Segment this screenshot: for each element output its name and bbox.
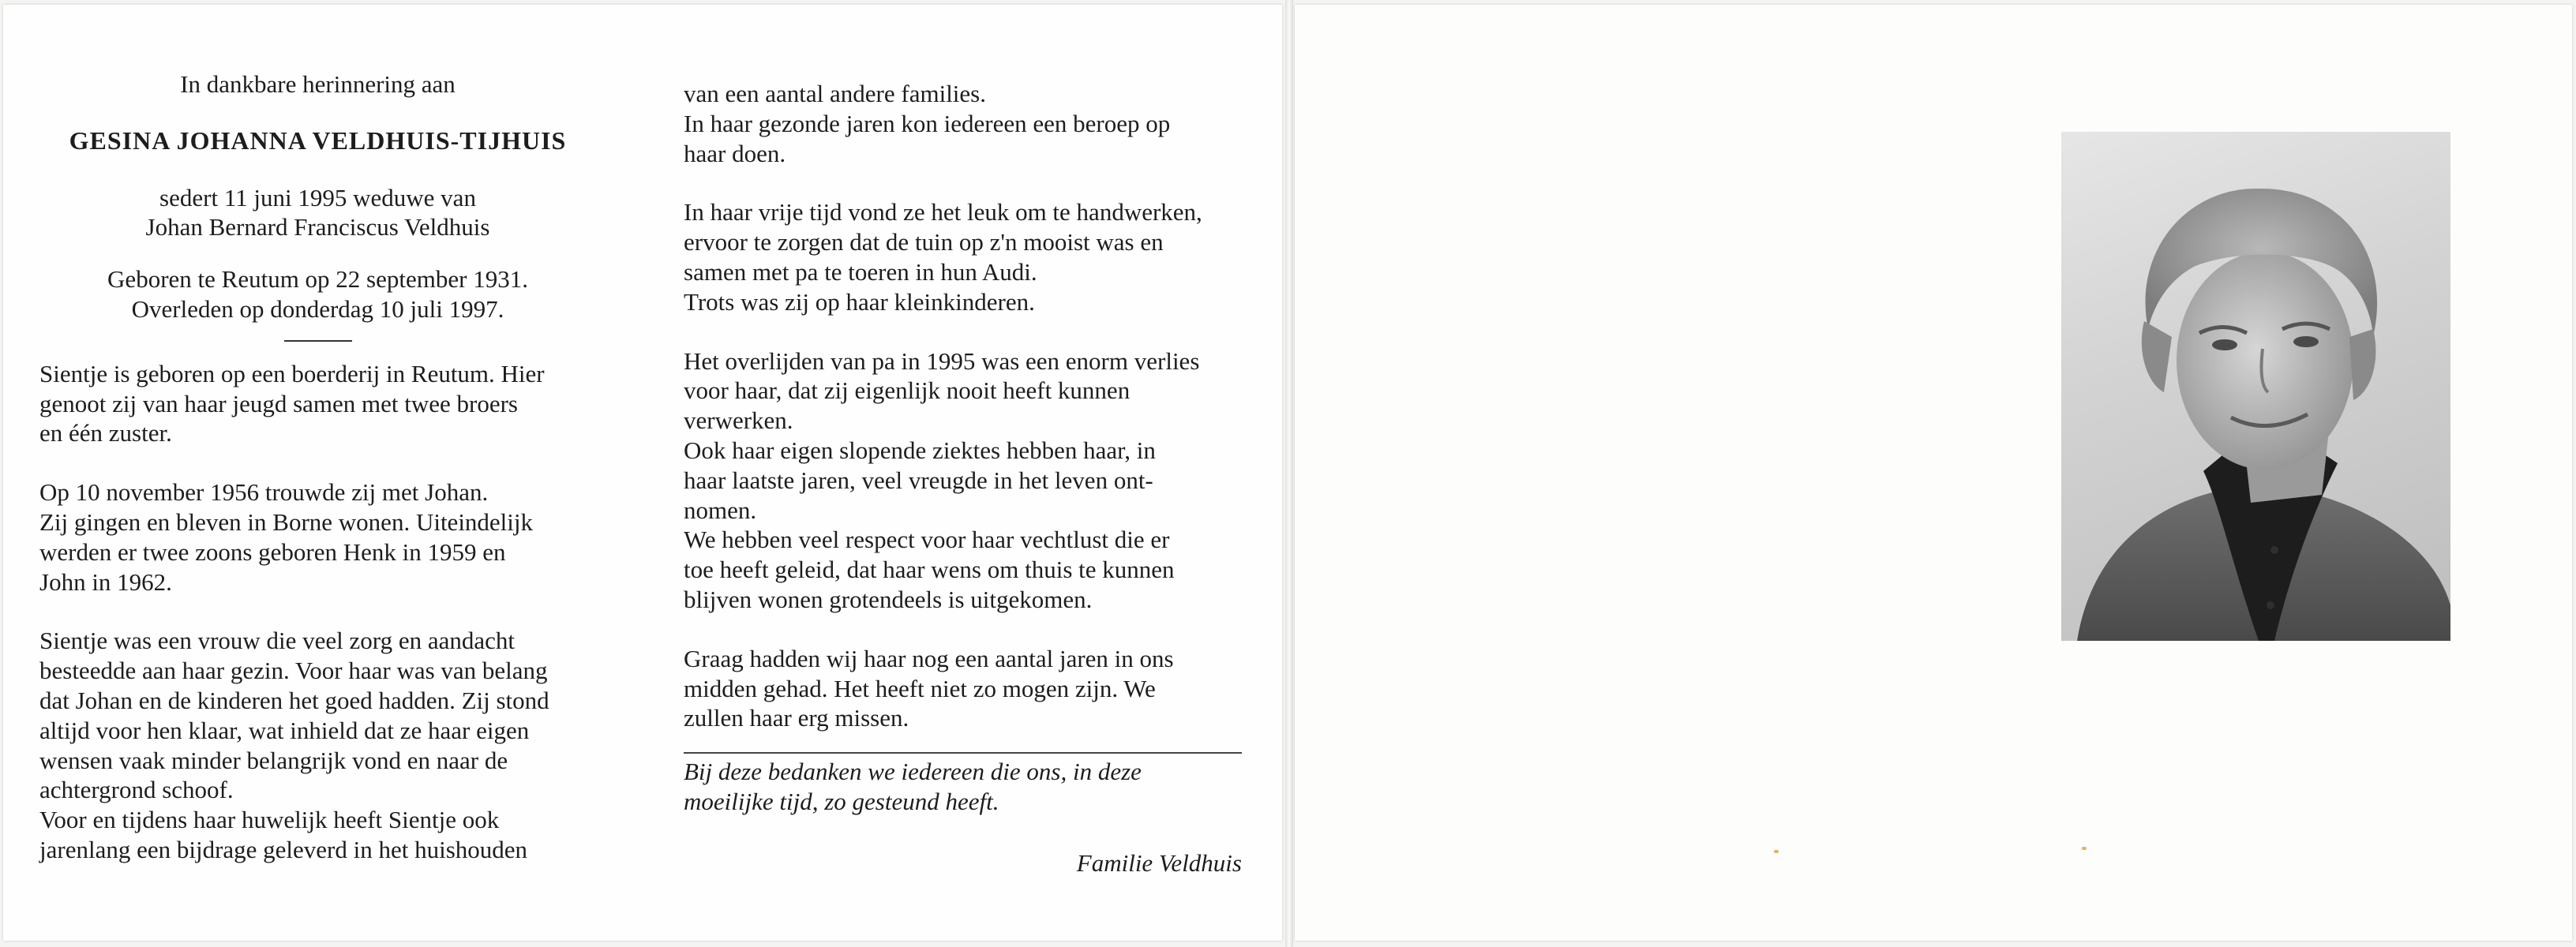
text-line: verwerken. — [684, 406, 793, 435]
text-line: moeilijke tijd, zo gesteund heeft. — [684, 787, 999, 815]
text-line: Zij gingen en bleven in Borne wonen. Uiteindelijk — [39, 507, 534, 536]
paragraph-hobbies — [684, 197, 1242, 316]
text-line: In haar vrije tijd vond ze het leuk om te handwerken, — [684, 198, 1202, 226]
text-line: genoot zij van haar jeugd samen met twee broers — [39, 389, 518, 417]
text-line: nomen. — [684, 496, 757, 524]
paragraph-childhood — [39, 359, 596, 448]
text-line: haar doen. — [684, 139, 786, 167]
signature: Familie Veldhuis — [1076, 848, 1242, 877]
text-line: en één zuster. — [39, 419, 172, 447]
text-line: wensen vaak minder belangrijk vond en naar de — [39, 746, 508, 774]
widow-line: Johan Bernard Franciscus Veldhuis — [145, 213, 490, 241]
text-line: haar laatste jaren, veel vreugde in het leven ont- — [684, 466, 1153, 494]
divider-long — [684, 752, 1242, 754]
intro-text: In dankbare herinnering aan — [180, 70, 456, 98]
text-line: Het overlijden van pa in 1995 was een enorm verlies — [684, 346, 1200, 375]
paper-speck — [2082, 847, 2087, 850]
portrait-illustration — [2061, 132, 2450, 641]
text-line: Graag hadden wij haar nog een aantal jaren in ons — [684, 644, 1174, 672]
text-line: dat Johan en de kinderen het goed hadden. Zij stond — [39, 686, 549, 714]
text-line: midden gehad. Het heeft niet zo mogen zijn. We — [684, 674, 1156, 702]
text-line: blijven wonen grotendeels is uitgekomen. — [684, 585, 1093, 613]
paragraph-loss — [684, 346, 1242, 615]
text-line: Trots was zij op haar kleinkinderen. — [684, 287, 1035, 316]
card-fold — [1285, 0, 1293, 947]
text-line: In haar gezonde jaren kon iedereen een beroep op — [684, 109, 1171, 137]
text-line: ervoor te zorgen dat de tuin op z'n mooist was en — [684, 228, 1164, 256]
text-line: samen met pa te toeren in hun Audi. — [684, 257, 1037, 286]
text-line: voor haar, dat zij eigenlijk nooit heeft kunnen — [684, 376, 1131, 405]
text-line: John in 1962. — [39, 567, 172, 596]
paragraph-helpful — [684, 79, 1242, 168]
divider — [284, 340, 352, 342]
portrait-photo — [2061, 132, 2450, 641]
widow-text — [39, 183, 596, 243]
text-line: altijd voor hen klaar, wat inhield dat ze haar eigen — [39, 716, 530, 744]
text-line: Voor en tijdens haar huwelijk heeft Sientje ook — [39, 806, 500, 834]
dates-text — [39, 264, 596, 324]
paragraph-marriage — [39, 477, 596, 597]
paragraph-missing — [684, 644, 1242, 733]
paper-speck — [1774, 850, 1779, 853]
paragraph-family — [39, 626, 596, 864]
text-column-2 — [684, 79, 1242, 878]
text-line: besteedde aan haar gezin. Voor haar was van belang — [39, 657, 548, 685]
text-line: jarenlang een bijdrage geleverd in het huishouden — [39, 835, 528, 863]
text-line: achtergrond schoof. — [39, 776, 234, 804]
text-line: Ook haar eigen slopende ziektes hebben haar, in — [684, 436, 1156, 464]
dates-line: Overleden op donderdag 10 juli 1997. — [131, 294, 504, 323]
text-column-1 — [39, 69, 596, 865]
deceased-name: GESINA JOHANNA VELDHUIS-TIJHUIS — [69, 125, 567, 155]
text-line: Sientje is geboren op een boerderij in Reutum. Hier — [39, 359, 545, 387]
dates-line: Geboren te Reutum op 22 september 1931. — [107, 265, 528, 294]
text-line: Sientje was een vrouw die veel zorg en aandacht — [39, 627, 515, 655]
thanks-text — [684, 757, 1242, 817]
widow-line: sedert 11 juni 1995 weduwe van — [159, 183, 476, 211]
text-line: Bij deze bedanken we iedereen die ons, in deze — [684, 758, 1142, 786]
text-line: Op 10 november 1956 trouwde zij met Johan. — [39, 478, 489, 507]
text-line: zullen haar erg missen. — [684, 704, 909, 732]
text-line: van een aantal andere families. — [684, 80, 986, 107]
text-line: toe heeft geleid, dat haar wens om thuis te kunnen — [684, 556, 1175, 584]
text-line: We hebben veel respect voor haar vechtlust die er — [684, 526, 1170, 554]
text-line: werden er twee zoons geboren Henk in 1959 en — [39, 537, 506, 566]
